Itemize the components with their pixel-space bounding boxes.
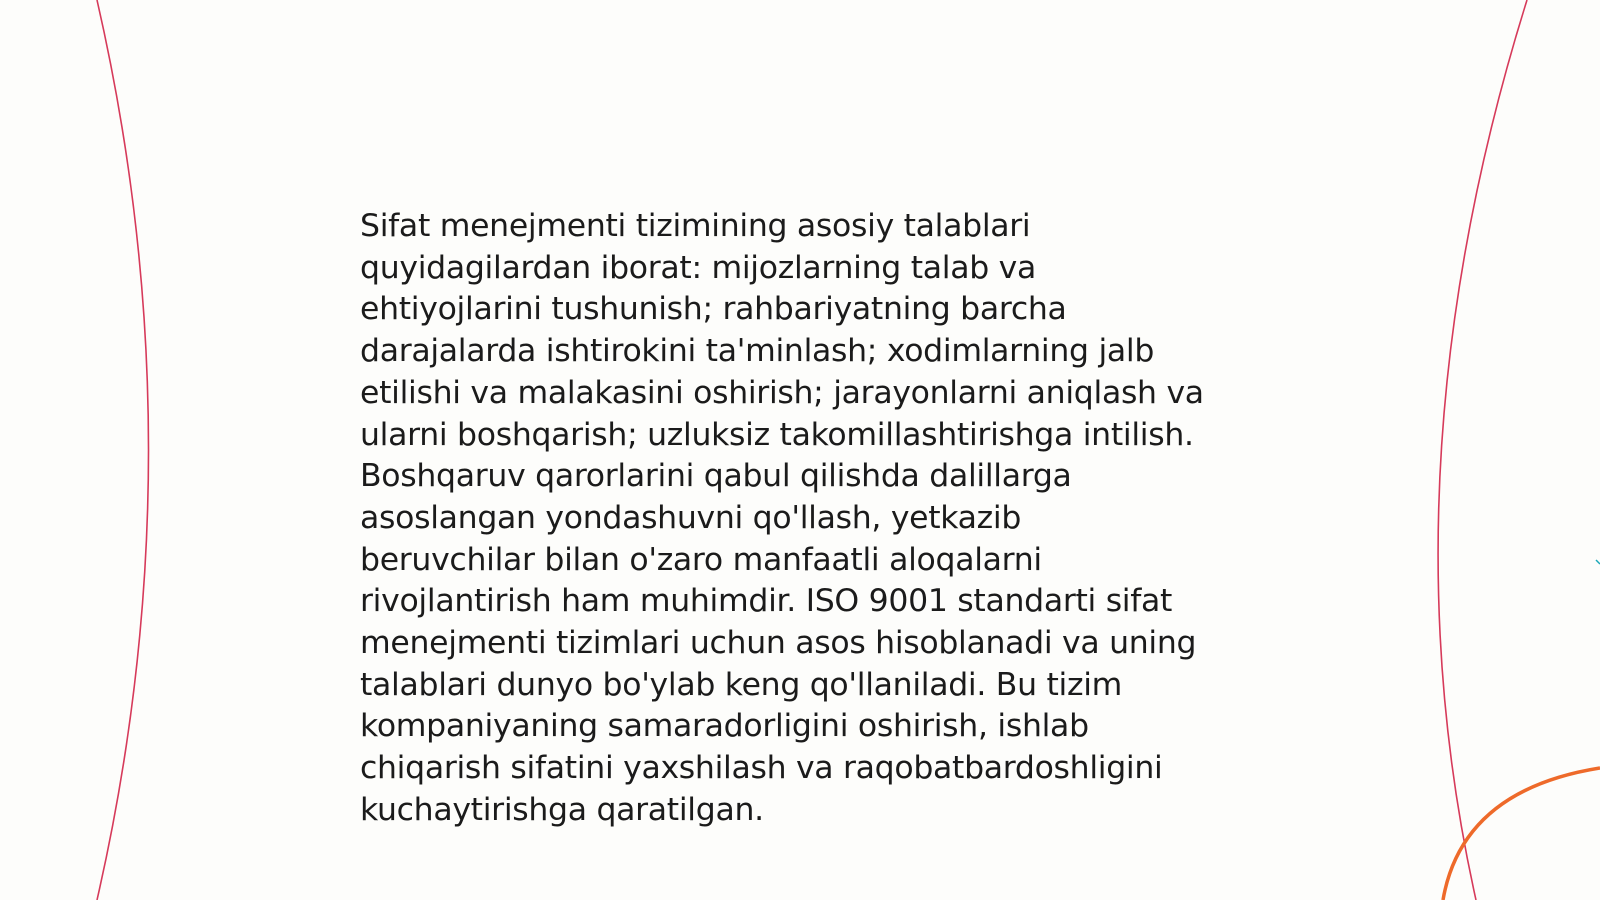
- right-curve-line: [1438, 0, 1527, 900]
- teal-mark: [1596, 560, 1600, 564]
- body-paragraph: Sifat menejmenti tizimining asosiy talablari quyidagilardan iborat: mijozlarning talab va ehtiyojlarini tushunish; rahbariyatning barcha darajalarda ishtirokini ta'minlash; xodimlarning jalb etilishi va malakasini oshirish; jarayonlarni aniqlash va ularni boshqarish; uzluksiz takomillashtirishga intilish. Boshqaruv qarorlarini qabul qilishda dalillarga asoslangan yondashuvni qo'llash, yetkazib beruvchilar bilan o'zaro manfaatli aloqalarni rivojlantirish ham muhimdir. ISO 9001 standarti sifat menejmenti tizimlari uchun asos hisoblanadi va uning talablari dunyo bo'ylab keng qo'llaniladi. Bu tizim kompaniyaning samaradorligini oshirish, ishlab chiqarish sifatini yaxshilash va raqobatbardoshligini kuchaytirishga qaratilgan.: [360, 208, 1204, 828]
- orange-arc: [1443, 768, 1600, 900]
- left-curve-line: [97, 0, 149, 900]
